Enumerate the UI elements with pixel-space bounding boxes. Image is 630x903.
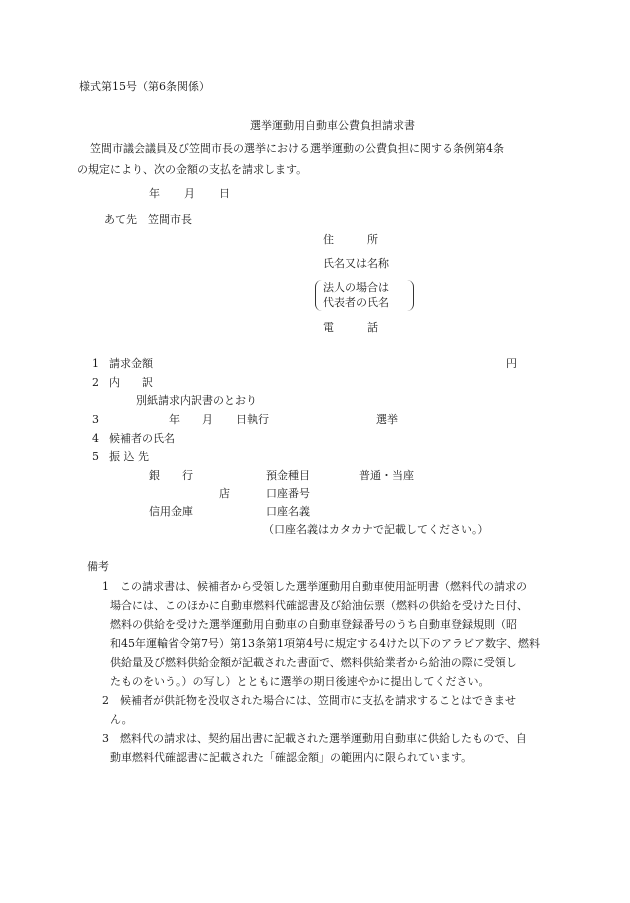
item-1-label: 請求金額 [109,357,153,370]
remark-1-line-6: たものをいう。）の写し）とともに選挙の期日後速やかに提出してください。 [110,675,490,688]
credit-union-label: 信用金庫 [149,505,193,518]
item-5-label: 振 込 先 [109,450,149,463]
remark-1-line-3: 燃料の供給を受けた選挙運動用自動車の自動車登録番号のうち自動車登録規則（昭 [110,618,517,631]
item-1-unit: 円 [506,357,517,370]
applicant-name-label: 氏名又は名称 [323,257,389,270]
deposit-type-value: 普通・当座 [359,469,414,482]
remark-2-line-1: 候補者が供託物を没収された場合には、笠間市に支払を請求することはできませ [120,694,516,707]
item-3-election: 選挙 [376,413,398,426]
applicant-phone-label: 電 話 [323,321,378,334]
bank-label: 銀 行 [149,469,193,482]
intro-line-2: の規定により、次の金額の支払を請求します。 [77,163,308,176]
remark-2-line-2: ん。 [110,713,133,726]
account-name-note: （口座名義はカタカナで記載してください。） [263,523,489,536]
item-1-number: 1 [92,357,99,370]
intro-line-1: 笠間市議会議員及び笠間市長の選挙における選挙運動の公費負担に関する条例第4条 [90,142,504,155]
remark-1 [110,577,560,691]
item-2-detail: 別紙請求内訳書のとおり [136,394,257,407]
remark-1-number: 1 [102,580,109,593]
document-title: 選挙運動用自動車公費負担請求書 [250,119,415,132]
date-year: 年 [149,187,160,200]
intro-paragraph [77,138,560,180]
form-number: 様式第15号（第6条関係） [79,80,210,93]
applicant-address-label: 住 所 [323,233,378,246]
item-4-number: 4 [92,432,99,445]
remark-1-line-1: この請求書は、候補者から受領した選挙運動用自動車使用証明書（燃料代の請求の [120,580,527,593]
corporate-line-1: 法人の場合は [323,281,389,294]
remark-2-number: 2 [102,694,109,707]
corporate-line-2: 代表者の氏名 [323,296,389,309]
item-5-number: 5 [92,450,99,463]
date-day: 日 [219,187,230,200]
branch-label: 店 [219,487,230,500]
item-2-number: 2 [92,376,99,389]
remark-1-line-4: 和45年運輸省令第7号）第13条第1項第4号に規定する4けた以下のアラビア数字、燃料 [110,637,540,650]
item-2-label: 内 訳 [109,376,153,389]
remark-3 [110,729,560,767]
item-3-month: 月 [202,413,213,426]
account-number-label: 口座番号 [266,487,310,500]
remark-3-line-1: 燃料代の請求は、契約届出書に記載された選挙運動用自動車に供給したもので、自 [120,732,527,745]
remark-3-line-2: 動車燃料代確認書に記載された「確認金額」の範囲内に限られています。 [110,751,473,764]
deposit-type-label: 預金種目 [266,469,310,482]
item-3-number: 3 [92,413,99,426]
addressee: あて先 笠間市長 [104,213,192,226]
date-month: 月 [184,187,195,200]
remark-1-line-5: 供給量及び燃料供給金額が記載された書面で、燃料供給業者から給油の際に受領し [110,656,517,669]
remarks-heading: 備考 [87,560,109,573]
remark-3-number: 3 [102,732,109,745]
account-name-label: 口座名義 [266,505,310,518]
remark-2 [110,691,560,729]
item-3-day: 日執行 [236,413,269,426]
remark-1-line-2: 場合には、このほかに自動車燃料代確認書及び給油伝票（燃料の供給を受けた日付、 [110,599,528,612]
item-4-label: 候補者の氏名 [109,432,175,445]
item-3-year: 年 [169,413,180,426]
